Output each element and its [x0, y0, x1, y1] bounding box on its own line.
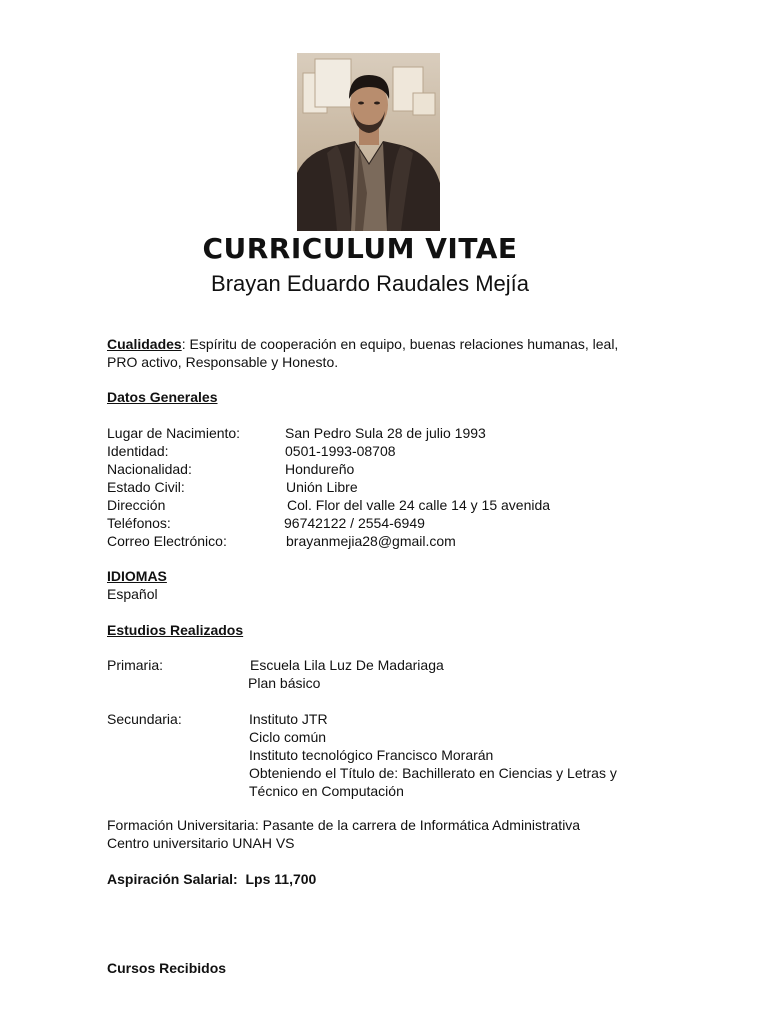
field-value: Unión Libre — [286, 479, 358, 495]
aspiracion-value: Lps 11,700 — [245, 871, 317, 887]
cualidades-label: Cualidades — [107, 336, 182, 352]
candidate-name: Brayan Eduardo Raudales Mejía — [211, 271, 529, 296]
field-value: Hondureño — [285, 461, 355, 477]
field-value: Col. Flor del valle 24 calle 14 y 15 avenida — [287, 497, 551, 513]
primaria-label: Primaria: — [107, 657, 164, 673]
profile-photo — [297, 53, 440, 231]
field-label: Nacionalidad: — [107, 461, 192, 477]
field-value: 96742122 / 2554-6949 — [284, 515, 425, 531]
cualidades-text-1: : Espíritu de cooperación en equipo, buenas relaciones humanas, leal, — [181, 336, 619, 352]
field-value: San Pedro Sula 28 de julio 1993 — [285, 425, 486, 441]
cualidades-line-1 — [107, 335, 618, 353]
idiomas-heading: IDIOMAS — [107, 568, 167, 584]
secundaria-line: Instituto tecnológico Francisco Morarán — [249, 747, 494, 763]
field-value: brayanmejia28@gmail.com — [286, 533, 456, 549]
estudios-heading: Estudios Realizados — [107, 622, 244, 638]
field-label: Identidad: — [107, 443, 169, 459]
secundaria-line: Instituto JTR — [249, 711, 328, 727]
field-label: Estado Civil: — [107, 479, 185, 495]
field-label: Lugar de Nacimiento: — [107, 425, 241, 441]
formacion-universitaria-line-1: Formación Universitaria: Pasante de la carrera de Informática Administrativa — [107, 817, 581, 833]
document-title: CURRICULUM VITAE — [202, 232, 518, 265]
cursos-heading: Cursos Recibidos — [107, 960, 227, 976]
secundaria-line: Ciclo común — [249, 729, 327, 745]
datos-generales-heading: Datos Generales — [107, 389, 218, 405]
field-label: Dirección — [107, 497, 166, 513]
person-photo-illustration — [297, 53, 440, 231]
formacion-universitaria-line-2: Centro universitario UNAH VS — [107, 835, 295, 851]
aspiracion-label: Aspiración Salarial: — [107, 871, 238, 887]
idioma-item: Español — [107, 586, 158, 602]
primaria-line: Plan básico — [248, 675, 321, 691]
secundaria-line: Técnico en Computación — [249, 783, 404, 799]
aspiracion-salarial — [107, 870, 316, 888]
secundaria-label: Secundaria: — [107, 711, 182, 727]
field-label: Teléfonos: — [107, 515, 171, 531]
field-label: Correo Electrónico: — [107, 533, 227, 549]
secundaria-line: Obteniendo el Título de: Bachillerato en Ciencias y Letras y — [249, 765, 617, 781]
cualidades-text-2: PRO activo, Responsable y Honesto. — [107, 354, 339, 370]
field-value: 0501-1993-08708 — [285, 443, 396, 459]
primaria-line: Escuela Lila Luz De Madariaga — [250, 657, 444, 673]
